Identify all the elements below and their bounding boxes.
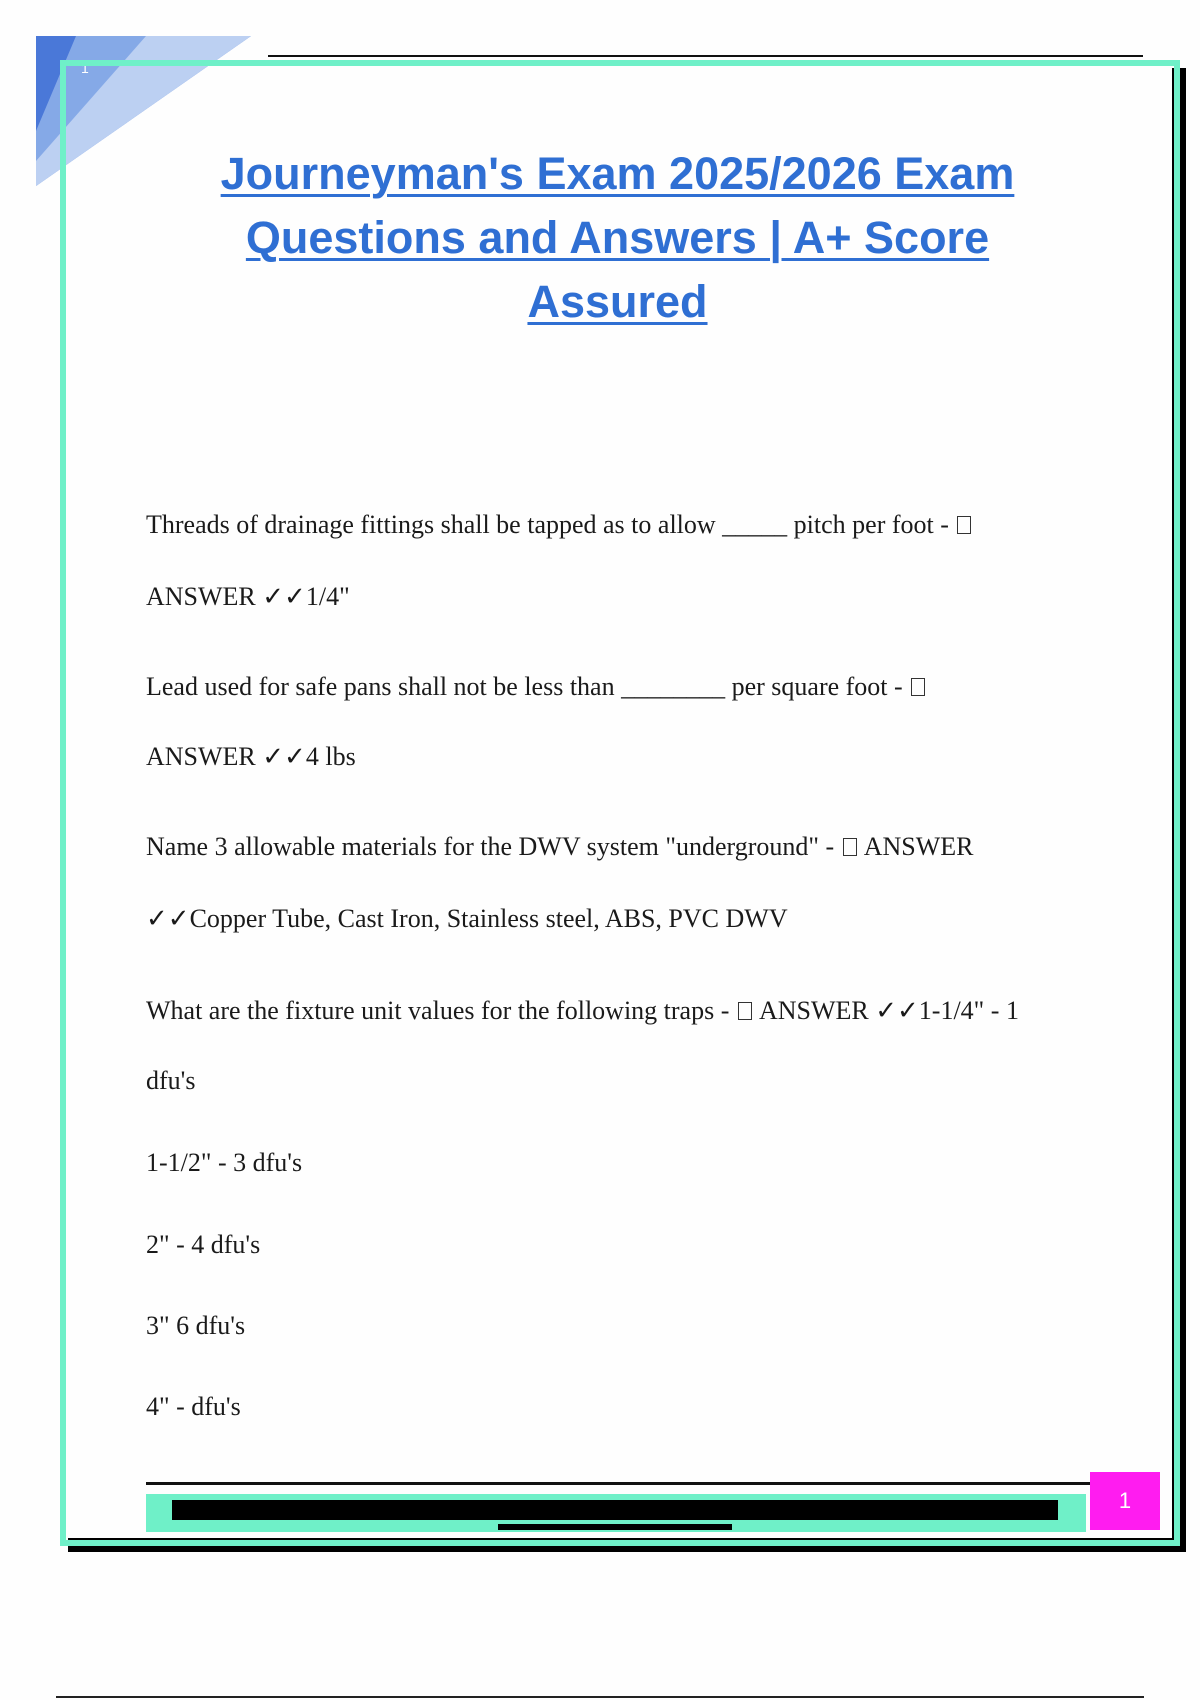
text-run: ANSWER ✓✓1/4" bbox=[146, 582, 350, 611]
text-line bbox=[146, 996, 1019, 1026]
text-run: What are the fixture unit values for the following traps - bbox=[146, 996, 736, 1025]
text-line bbox=[146, 904, 788, 934]
page-number-badge: 1 bbox=[1090, 1472, 1160, 1530]
text-run: 2" - 4 dfu's bbox=[146, 1230, 261, 1259]
title-line: Assured bbox=[527, 276, 708, 327]
missing-glyph-icon bbox=[911, 678, 925, 696]
text-run: Name 3 allowable materials for the DWV system "underground" - bbox=[146, 832, 841, 861]
document-title bbox=[150, 142, 1085, 334]
text-run: Lead used for safe pans shall not be less than ________ per square foot - bbox=[146, 672, 910, 701]
missing-glyph-icon bbox=[738, 1002, 752, 1020]
text-line bbox=[146, 1230, 260, 1260]
text-run: ANSWER bbox=[858, 832, 974, 861]
text-line bbox=[146, 742, 356, 772]
text-line bbox=[146, 1066, 195, 1096]
text-line bbox=[146, 1392, 241, 1422]
missing-glyph-icon bbox=[843, 838, 857, 856]
title-line: Questions and Answers | A+ Score bbox=[245, 212, 990, 263]
header-rule bbox=[268, 55, 1143, 57]
text-run: 3" 6 dfu's bbox=[146, 1311, 246, 1340]
text-line bbox=[146, 1148, 302, 1178]
text-run: 4" - dfu's bbox=[146, 1392, 241, 1421]
text-line bbox=[146, 582, 350, 612]
corner-page-number: 1 bbox=[81, 60, 89, 76]
text-run: ✓✓Copper Tube, Cast Iron, Stainless steel, ABS, PVC DWV bbox=[146, 904, 788, 933]
text-line bbox=[146, 832, 973, 862]
text-run: Threads of drainage fittings shall be tapped as to allow _____ pitch per foot - bbox=[146, 510, 956, 539]
text-run: ANSWER ✓✓4 lbs bbox=[146, 742, 356, 771]
missing-glyph-icon bbox=[957, 516, 971, 534]
title-line: Journeyman's Exam 2025/2026 Exam bbox=[220, 148, 1015, 199]
footer-bar bbox=[172, 1500, 1058, 1520]
text-run: dfu's bbox=[146, 1066, 196, 1095]
text-line bbox=[146, 672, 927, 702]
text-line bbox=[146, 1311, 245, 1341]
footer-rule bbox=[146, 1482, 1090, 1485]
footer-small-bar bbox=[498, 1524, 732, 1530]
text-run: 1-1/2" - 3 dfu's bbox=[146, 1148, 303, 1177]
page-bottom-rule bbox=[56, 1696, 1144, 1698]
text-run: ANSWER ✓✓1-1/4" - 1 bbox=[753, 996, 1019, 1025]
text-line bbox=[146, 510, 973, 540]
